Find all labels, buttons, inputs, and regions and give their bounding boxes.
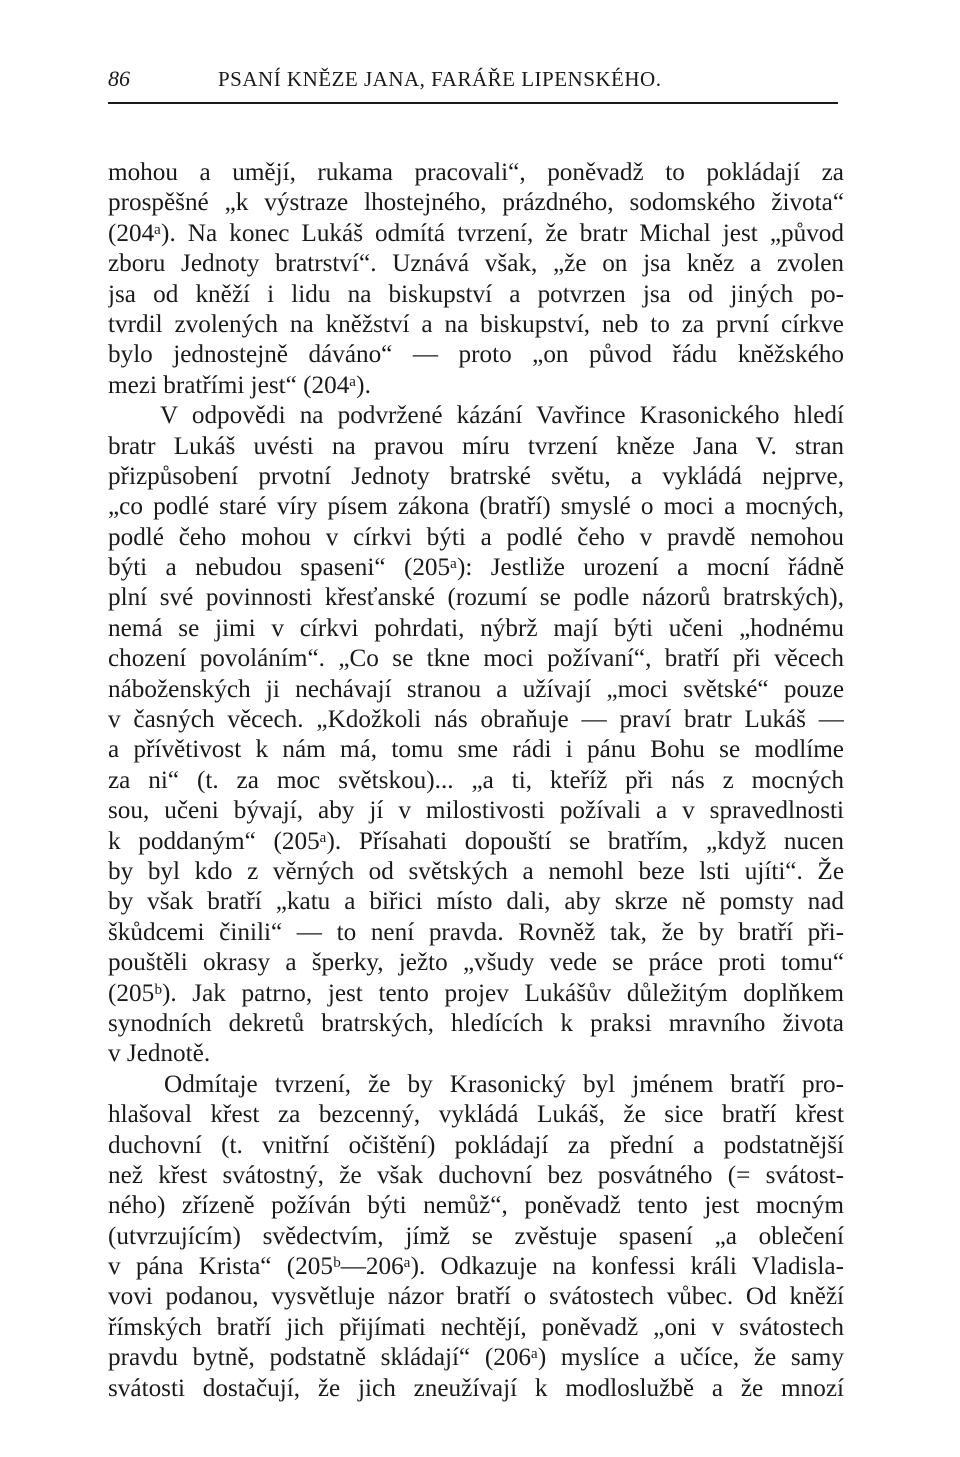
text-line: sou, učeni bývají, aby jí v milostivosti požívali a v spravedlnosti — [108, 797, 844, 825]
text-line: synodních dekretů bratrských, hledících k praksi mravního života — [108, 1009, 844, 1037]
text-line: mezi bratřími jest“ (204ᵃ). — [108, 371, 371, 399]
running-title: PSANÍ KNĚZE JANA, FARÁŘE LIPENSKÉHO. — [218, 67, 662, 91]
text-line: škůdcemi činili“ — to není pravda. Rovněž tak, že by bratří při- — [108, 918, 844, 946]
text-line: než křest svátostný, že však duchovní bez posvátného (= svátost- — [108, 1161, 844, 1189]
text-line: v Jednotě. — [108, 1040, 211, 1068]
text-line: mohou a umějí, rukama pracovali“, poněvadž to pokládají za — [108, 159, 844, 186]
text-line: a přívětivost k nám má, tomu sme rádi i pánu Bohu se modlíme — [108, 736, 844, 764]
text-line: k poddaným“ (205ᵃ). Přísahati dopouští se bratřím, „když nucen — [108, 827, 844, 855]
text-line: římských bratří jich přijímati nechtějí, poněvadž „oni v svátostech — [108, 1313, 844, 1341]
text-line: bratr Lukáš uvésti na pravou míru tvrzení kněze Jana V. stran — [108, 432, 844, 460]
header-rule — [108, 102, 838, 104]
text-line: (utvrzujícím) svědectvím, jímž se zvěstuje spasení „a oblečení — [108, 1222, 844, 1250]
text-line: tvrdil zvolených na kněžství a na biskupství, neb to za první církve — [108, 310, 844, 338]
paragraph-start-line: Odmítaje tvrzení, že by Krasonický byl jménem bratří pro- — [164, 1070, 844, 1098]
body-text — [108, 158, 844, 1404]
text-line: hlašoval křest za bezcenný, vykládá Lukáš, že sice bratří křest — [108, 1101, 844, 1129]
text-line: pravdu bytně, podstatně skládají“ (206ᵃ) myslíce a učíce, že samy — [108, 1344, 844, 1372]
text-line: zboru Jednoty bratrství“. Uznává však, „že on jsa kněz a zvolen — [108, 250, 844, 278]
text-line: býti a nebudou spaseni“ (205ᵃ): Jestliže urození a mocní řádně — [108, 554, 844, 582]
text-line: (205ᵇ). Jak patrno, jest tento projev Lukášův důležitým doplňkem — [108, 979, 844, 1007]
text-line: jsa od kněží i lidu na biskupství a potvrzen jsa od jiných po- — [108, 280, 844, 308]
text-line: by byl kdo z věrných od světských a nemohl beze lsti ujíti“. Že — [108, 857, 844, 885]
text-line: by však bratří „katu a biřici místo dali, aby skrze ně pomsty nad — [108, 888, 844, 916]
text-line: (204ᵃ). Na konec Lukáš odmítá tvrzení, že bratr Michal jest „původ — [108, 219, 844, 247]
text-line: ného) zřízeně požíván býti nemůž“, poněvadž tento jest mocným — [108, 1192, 844, 1220]
text-line: duchovní (t. vnitřní očištění) pokládají za přední a podstatnější — [108, 1131, 844, 1159]
text-line: bylo jednostejně dáváno“ — proto „on původ řádu kněžského — [108, 341, 844, 369]
text-line: „co podlé staré víry písem zákona (bratří) smyslé o moci a mocných, — [108, 493, 844, 521]
text-line: podlé čeho mohou v církvi býti a podlé čeho v pravdě nemohou — [108, 523, 844, 551]
text-line: v pána Krista“ (205ᵇ—206ᵃ). Odkazuje na konfessi králi Vladisla- — [108, 1253, 844, 1281]
page-number: 86 — [108, 66, 130, 91]
text-line: přizpůsobení prvotní Jednoty bratrské světu, a vykládá nejprve, — [108, 462, 844, 490]
text-line: za ni“ (t. za moc světskou)... „a ti, kteříž při nás z mocných — [108, 766, 844, 794]
text-line: prospěšné „k výstraze lhostejného, prázdného, sodomského života“ — [108, 189, 844, 217]
text-line: v časných věcech. „Kdožkoli nás obraňuje — praví bratr Lukáš — — [108, 706, 844, 734]
page-header — [108, 66, 844, 98]
text-line: chození povoláním“. „Co se tkne moci požívaní“, bratří při věcech — [108, 645, 844, 673]
text-line: náboženských ji nechávají stranou a užívají „moci světské“ pouze — [108, 675, 844, 703]
text-line: plní své povinnosti křesťanské (rozumí se podle názorů bratrských), — [108, 584, 844, 612]
paragraph-start-line: V odpovědi na podvržené kázání Vavřince Krasonického hledí — [160, 402, 844, 430]
text-line: vovi podanou, vysvětluje názor bratří o svátostech vůbec. Od kněží — [108, 1283, 844, 1311]
text-line: nemá se jimi v církvi pohrdati, nýbrž mají býti učeni „hodnému — [108, 614, 844, 642]
text-line: pouštěli okrasy a šperky, ježto „všudy vede se práce proti tomu“ — [108, 949, 844, 977]
text-line: svátosti dostačují, že jich zneužívají k modloslužbě a že mnozí — [108, 1374, 844, 1402]
book-page — [108, 66, 844, 1404]
